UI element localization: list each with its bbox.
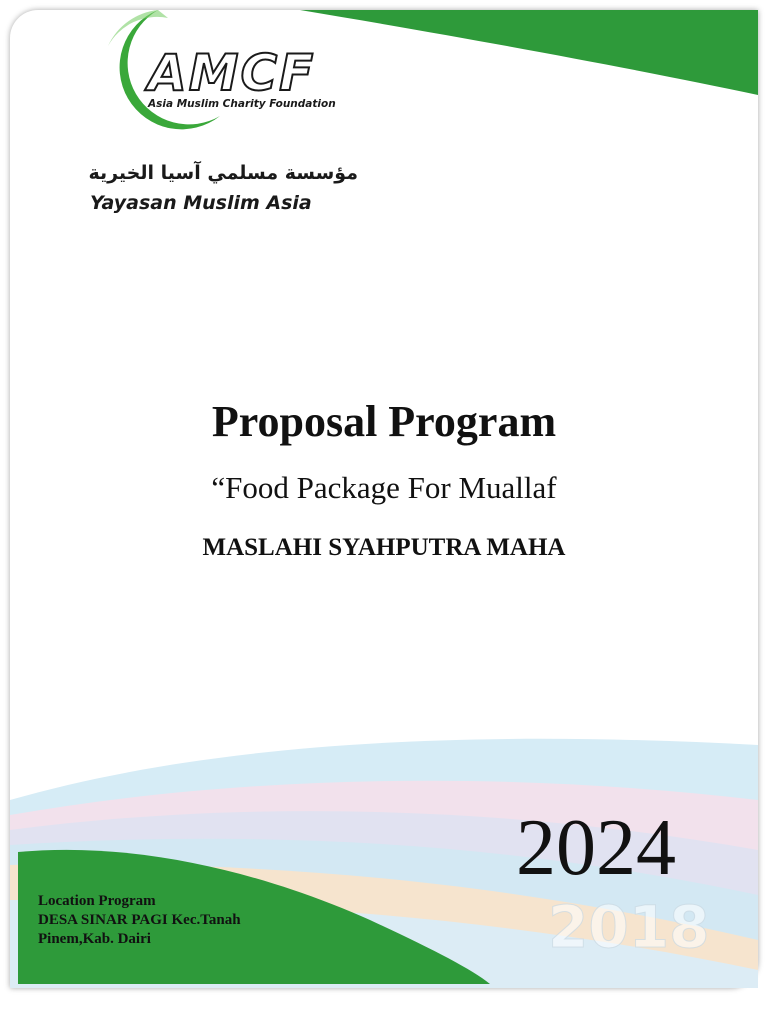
location-line-2: Pinem,Kab. Dairi bbox=[38, 931, 151, 947]
logo-full-name: Asia Muslim Charity Foundation bbox=[148, 98, 336, 110]
year: 2024 bbox=[516, 804, 676, 892]
page-subtitle: “Food Package For Muallaf bbox=[211, 470, 557, 505]
local-name: Yayasan Muslim Asia bbox=[90, 192, 312, 214]
location-heading: Location Program bbox=[38, 893, 156, 909]
location-line-1: DESA SINAR PAGI Kec.Tanah bbox=[38, 912, 241, 928]
background-year: 2018 bbox=[548, 893, 710, 961]
location-block bbox=[38, 892, 328, 949]
arabic-name: مؤسسة مسلمي آسيا الخيرية bbox=[88, 162, 358, 184]
beneficiary-name: MASLAHI SYAHPUTRA MAHA bbox=[202, 534, 566, 561]
amcf-logo bbox=[88, 6, 368, 156]
logo-acronym: AMCF bbox=[148, 44, 316, 102]
top-green-swoosh bbox=[300, 10, 758, 95]
page-title: Proposal Program bbox=[211, 397, 557, 446]
